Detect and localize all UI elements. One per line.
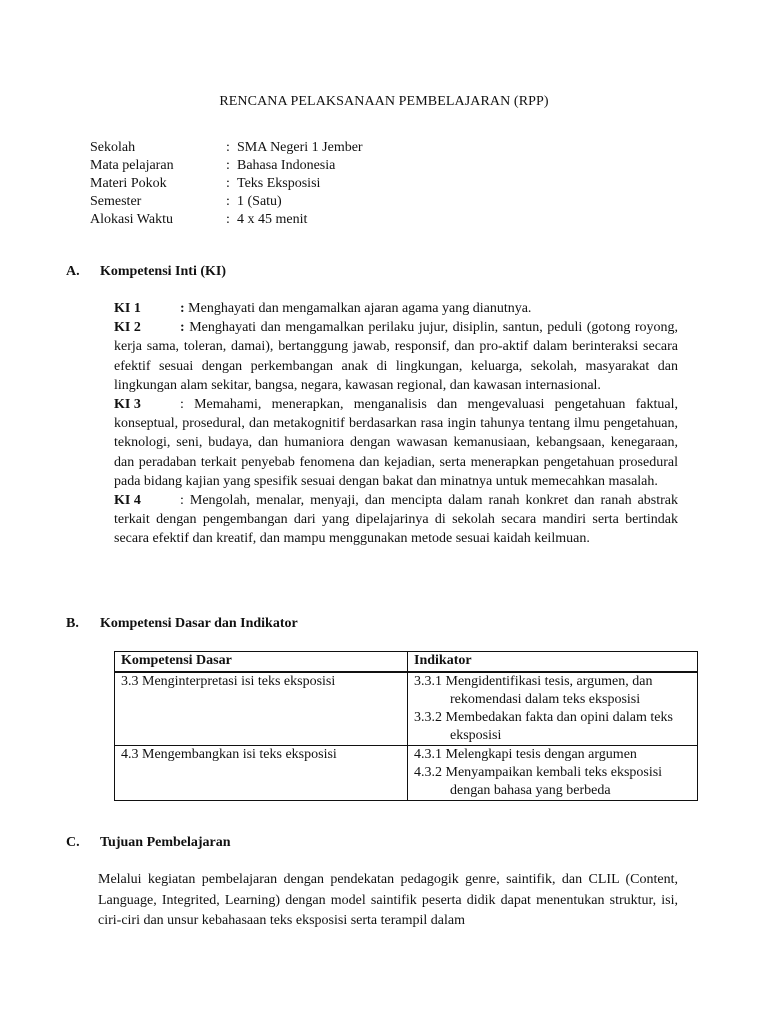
indicator-cell [408, 746, 698, 801]
info-value: SMA Negeri 1 Jember [237, 140, 363, 155]
info-label: Semester [90, 194, 142, 209]
section-title: Kompetensi Inti (KI) [100, 264, 226, 279]
ki-text: Menghayati dan mengamalkan perilaku jujur, disiplin, santun, peduli (gotong royong, kerja sama, toleran, damai), bertanggung jawab, responsif, dan pro-aktif dalam berinteraksi secara efektif sesuai dengan perkembangan anak di lingkungan, keluarga, sekolah, masyarakat dan lingkungan alam sekitar, bangsa, negara, kawasan regional, dan kawasan internasional. [114, 320, 679, 393]
section-title: Tujuan Pembelajaran [100, 835, 231, 850]
indicator-continuation: rekomendasi dalam teks eksposisi [450, 692, 641, 707]
info-row-sekolah [90, 139, 363, 157]
info-colon: : [226, 176, 230, 191]
kd-indicator-table [114, 651, 698, 801]
indicator-cell [408, 672, 698, 746]
info-label: Alokasi Waktu [90, 212, 173, 227]
kd-cell: 4.3 Mengembangkan isi teks eksposisi [115, 746, 408, 801]
table-header-kd: Kompetensi Dasar [115, 652, 408, 673]
indicator-line: 4.3.1 Melengkapi tesis dengan argumen [414, 747, 637, 762]
section-letter: A. [66, 264, 80, 279]
ki-item-1 [114, 299, 678, 318]
ki-code: KI 4 [114, 493, 141, 509]
info-value: 4 x 45 menit [237, 212, 308, 227]
info-colon: : [226, 212, 230, 227]
section-a-heading [66, 264, 226, 280]
info-colon: : [226, 194, 230, 209]
ki-colon: : [180, 397, 184, 413]
section-b-heading [66, 616, 298, 632]
ki-code: KI 1 [114, 301, 141, 316]
table-header-row [115, 652, 698, 673]
indicator-line: 3.3.1 Mengidentifikasi tesis, argumen, dan [414, 674, 653, 689]
ki-code: KI 2 [114, 320, 141, 336]
info-row-alokasi-waktu [90, 211, 363, 229]
ki-text: Mengolah, menalar, menyaji, dan mencipta dalam ranah konkret dan ranah abstrak terkait dengan pengembangan dari yang dipelajarinya di sekolah secara mandiri serta bertindak secara efektif dan kreatif, dan mampu menggunakan metode sesuai kaidah keilmuan. [114, 493, 679, 547]
info-label: Sekolah [90, 140, 136, 155]
ki-colon: : [180, 301, 185, 316]
info-row-semester [90, 193, 363, 211]
info-value: Teks Eksposisi [237, 176, 321, 191]
ki-list [114, 299, 678, 549]
table-row [115, 672, 698, 746]
indicator-line: 3.3.2 Membedakan fakta dan opini dalam teks [414, 710, 673, 725]
info-colon: : [226, 158, 230, 173]
ki-colon: : [180, 320, 185, 336]
ki-text: Menghayati dan mengamalkan ajaran agama yang dianutnya. [188, 301, 532, 316]
table-row [115, 746, 698, 801]
ki-text: Memahami, menerapkan, menganalisis dan mengevaluasi pengetahuan faktual, konseptual, prosedural, dan metakognitif berdasarkan rasa ingin tahunya tentang ilmu pengetahuan, teknologi, seni, budaya, dan humaniora dengan wawasan kemanusiaan, kebangsaan, kenegaraan, dan peradaban terkait penyebab fenomena dan kejadian, serta menerapkan pengetahuan prosedural pada bidang kajian yang spesifik sesuai dengan bakat dan minatnya untuk memecahkan masalah. [114, 397, 678, 489]
info-block [90, 139, 363, 229]
section-c-heading [66, 835, 231, 851]
ki-item-2 [114, 318, 678, 395]
indicator-continuation: eksposisi [450, 728, 502, 743]
info-label: Materi Pokok [90, 176, 167, 191]
info-value: 1 (Satu) [237, 194, 282, 209]
kd-cell: 3.3 Menginterpretasi isi teks eksposisi [115, 672, 408, 746]
table-header-indikator: Indikator [408, 652, 698, 673]
info-value: Bahasa Indonesia [237, 158, 336, 173]
section-letter: B. [66, 616, 79, 631]
ki-code: KI 3 [114, 397, 141, 413]
indicator-line: 4.3.2 Menyampaikan kembali teks eksposisi [414, 765, 663, 780]
info-label: Mata pelajaran [90, 158, 174, 173]
ki-colon: : [180, 493, 184, 509]
info-row-materi-pokok [90, 175, 363, 193]
ki-item-4 [114, 491, 678, 549]
tujuan-paragraph: Melalui kegiatan pembelajaran dengan pendekatan pedagogik genre, saintifik, dan CLIL (Content, Language, Integrited, Learning) dengan model saintifik peserta didik dapat menentukan struktur, isi, ciri-ciri dan unsur kebahasaan teks eksposisi serta terampil dalam [98, 872, 678, 928]
section-title: Kompetensi Dasar dan Indikator [100, 616, 298, 631]
document-title: RENCANA PELAKSANAAN PEMBELAJARAN (RPP) [219, 94, 549, 109]
section-letter: C. [66, 835, 80, 850]
info-colon: : [226, 140, 230, 155]
ki-item-3 [114, 395, 678, 491]
info-row-mata-pelajaran [90, 157, 363, 175]
indicator-continuation: dengan bahasa yang berbeda [450, 783, 611, 798]
